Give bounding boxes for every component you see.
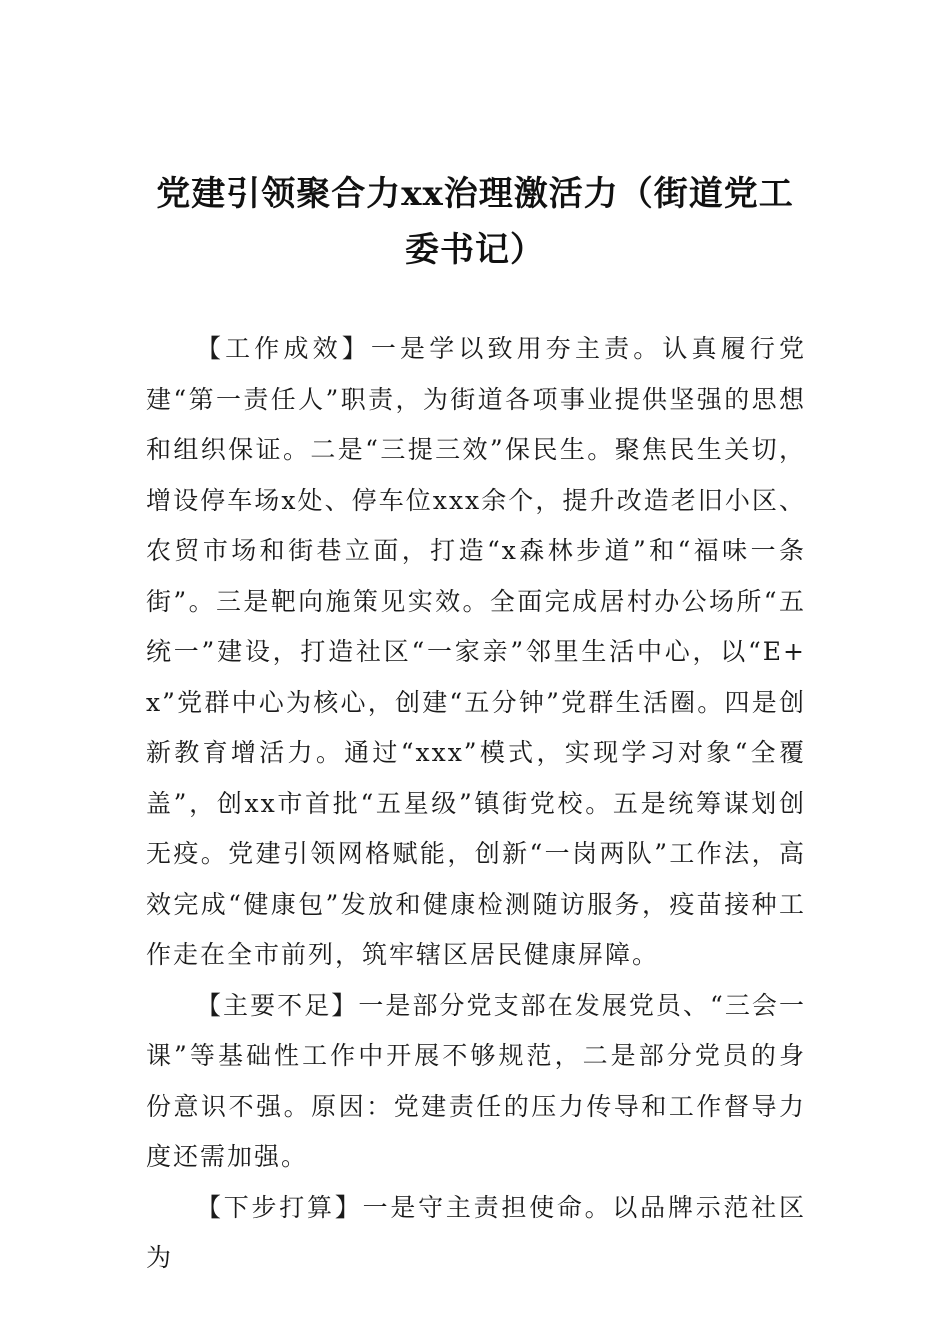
document-body: [146, 324, 806, 1284]
document-title: 党建引领聚合力xx治理激活力（街道党工委书记）: [156, 174, 794, 270]
paragraph-shortcomings: 【主要不足】一是部分党支部在发展党员、“三会一课”等基础性工作中开展不够规范，二是部分党员的身份意识不强。原因：党建责任的压力传导和工作督导力度还需加强。: [146, 990, 806, 1171]
paragraph-next-steps: 【下步打算】一是守主责担使命。以品牌示范社区为: [146, 1192, 806, 1272]
paragraph-work-results: 【工作成效】一是学以致用夯主责。认真履行党建“第一责任人”职责，为街道各项事业提供坚强的思想和组织保证。二是“三提三效”保民生。聚焦民生关切，增设停车场x处、停车位xxx余个，提升改造老旧小区、农贸市场和街巷立面，打造“x森林步道”和“福味一条街”。三是靶向施策见实效。全面完成居村办公场所“五统一”建设，打造社区“一家亲”邻里生活中心，以“E+x”党群中心为核心，创建“五分钟”党群生活圈。四是创新教育增活力。通过“xxx”模式，实现学习对象“全覆盖”，创xx市首批“五星级”镇街党校。五是统筹谋划创无疫。党建引领网格赋能，创新“一岗两队”工作法，高效完成“健康包”发放和健康检测随访服务，疫苗接种工作走在全市前列，筑牢辖区居民健康屏障。: [146, 334, 806, 969]
